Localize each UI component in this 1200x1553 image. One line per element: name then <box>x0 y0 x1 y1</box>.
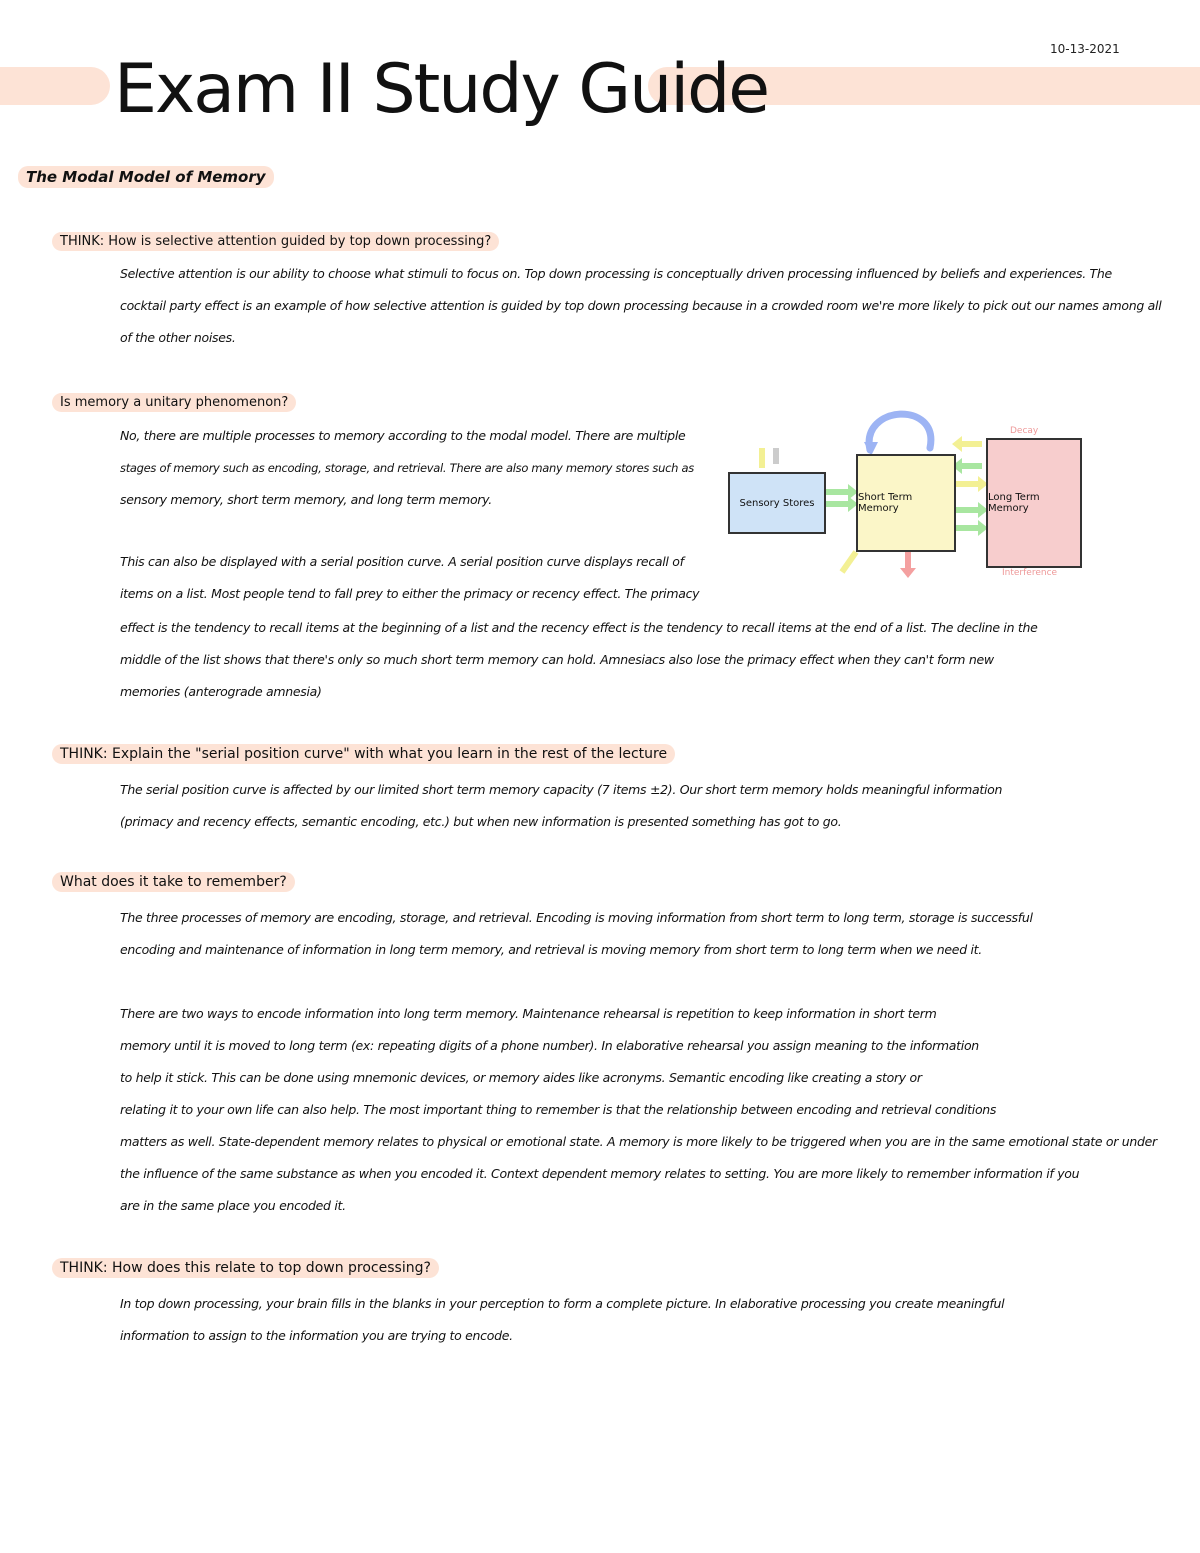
paragraph-line: the influence of the same substance as when you encoded it. Context dependent memory relates to setting. You are more likely to remember information if you <box>120 1166 1080 1181</box>
decay-label: Decay <box>1010 426 1039 436</box>
paragraph-line: stages of memory such as encoding, storage, and retrieval. There are also many memory stores such as <box>120 461 694 475</box>
paragraph-line: information to assign to the information you are trying to encode. <box>120 1328 513 1343</box>
paragraph-line: This can also be displayed with a serial position curve. A serial position curve displays recall of <box>120 554 684 569</box>
paragraph-line: The serial position curve is affected by our limited short term memory capacity (7 items ±2). Our short term memory holds meaningful information <box>120 782 1003 797</box>
section-heading: The Modal Model of Memory <box>18 166 274 188</box>
question-unitary-memory: Is memory a unitary phenomenon? <box>52 393 296 412</box>
paragraph-line: encoding and maintenance of information in long term memory, and retrieval is moving memory from short term to long term when we need it. <box>120 942 982 957</box>
paragraph-line: to help it stick. This can be done using mnemonic devices, or memory aides like acronyms. Semantic encoding like creating a story or <box>120 1070 922 1085</box>
paragraph-line: (primacy and recency effects, semantic encoding, etc.) but when new information is presented something has got to go. <box>120 814 842 829</box>
paragraph-line: middle of the list shows that there's only so much short term memory can hold. Amnesiacs also lose the primacy effect when they can't form new <box>120 652 994 667</box>
title-highlight-left <box>0 67 110 105</box>
paragraph-line: There are two ways to encode information into long term memory. Maintenance rehearsal is repetition to keep information in short term <box>120 1006 937 1021</box>
paragraph-line: effect is the tendency to recall items at the beginning of a list and the recency effect is the tendency to recall items at the end of a list. The decline in the <box>120 620 1038 635</box>
question-remember: What does it take to remember? <box>52 872 295 892</box>
question-selective-attention: THINK: How is selective attention guided by top down processing? <box>52 232 499 251</box>
long-term-memory-box: Long Term Memory <box>986 438 1082 568</box>
paragraph-line: memory until it is moved to long term (ex: repeating digits of a phone number). In elaborative rehearsal you assign meaning to the information <box>120 1038 979 1053</box>
paragraph-line: In top down processing, your brain fills in the blanks in your perception to form a complete picture. In elaborative processing you create meaningful <box>120 1296 1005 1311</box>
paragraph-line: relating it to your own life can also help. The most important thing to remember is that the relationship between encoding and retrieval conditions <box>120 1102 997 1117</box>
paragraph-line: The three processes of memory are encoding, storage, and retrieval. Encoding is moving information from short term to long term, storage is successful <box>120 910 1033 925</box>
paragraph-line: No, there are multiple processes to memory according to the modal model. There are multiple <box>120 428 686 443</box>
date: 10-13-2021 <box>1050 42 1120 56</box>
paragraph-line: cocktail party effect is an example of how selective attention is guided by top down processing because in a crowded room we're more likely to pick out our names among all <box>120 298 1162 313</box>
interference-label: Interference <box>1002 568 1058 578</box>
page-title: Exam II Study Guide <box>114 50 769 129</box>
question-serial-position: THINK: Explain the "serial position curve" with what you learn in the rest of the lecture <box>52 744 675 764</box>
paragraph-line: items on a list. Most people tend to fall prey to either the primacy or recency effect. The primacy <box>120 586 700 601</box>
modal-model-diagram <box>720 400 1100 590</box>
paragraph-line: of the other noises. <box>120 330 236 345</box>
question-top-down: THINK: How does this relate to top down processing? <box>52 1258 439 1278</box>
paragraph-line: Selective attention is our ability to choose what stimuli to focus on. Top down processing is conceptually driven processing influenced by beliefs and experiences. The <box>120 266 1112 281</box>
paragraph-line: memories (anterograde amnesia) <box>120 684 322 699</box>
paragraph-line: matters as well. State-dependent memory relates to physical or emotional state. A memory is more likely to be triggered when you are in the same emotional state or under <box>120 1134 1157 1149</box>
paragraph-line: sensory memory, short term memory, and long term memory. <box>120 492 492 507</box>
paragraph-line: are in the same place you encoded it. <box>120 1198 346 1213</box>
short-term-memory-box: Short Term Memory <box>856 454 956 552</box>
sensory-stores-box: Sensory Stores <box>728 472 826 534</box>
